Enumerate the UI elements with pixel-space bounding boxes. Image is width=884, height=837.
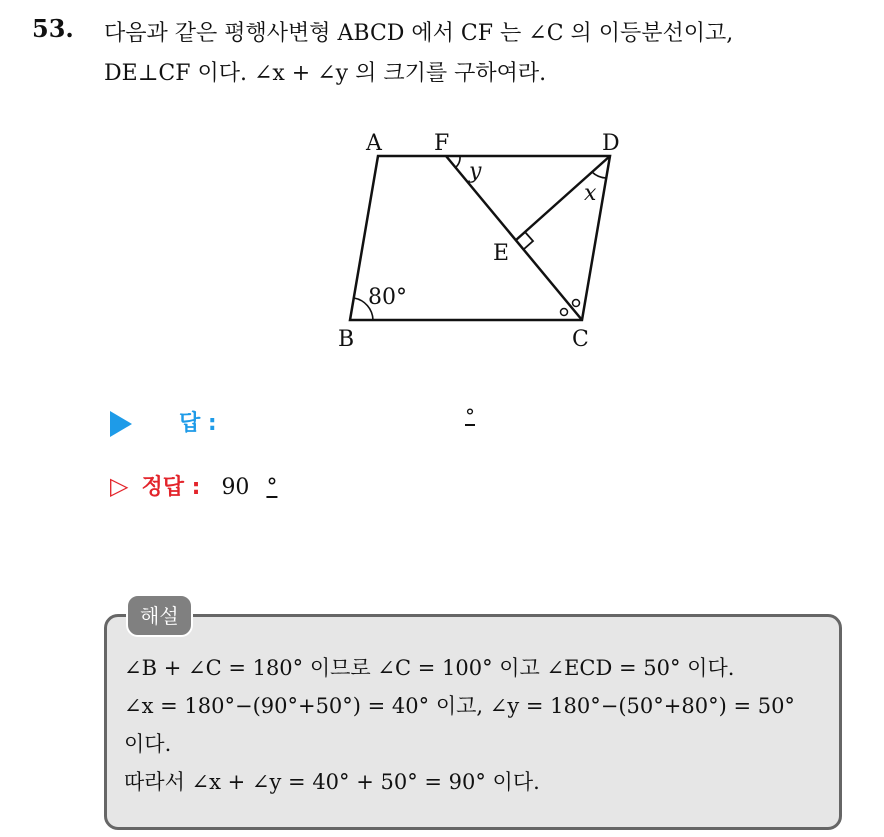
solution-line-3: 이다. [124, 732, 172, 756]
label-y: y [469, 159, 482, 184]
parallelogram-figure [320, 120, 640, 360]
angle-x-arc [592, 172, 606, 178]
correct-answer-row [110, 470, 277, 501]
label-c: C [572, 327, 589, 352]
segment-cf [446, 156, 582, 320]
question-line-2: DE⊥CF 이다. ∠x + ∠y 의 크기를 구하여라. [104, 61, 547, 86]
answer-blank[interactable] [455, 404, 475, 428]
solution-box [104, 614, 842, 830]
label-b: B [338, 327, 355, 352]
solution-line-4: 따라서 ∠x + ∠y = 40° + 50° = 90° 이다. [124, 770, 540, 794]
solution-tag: 해설 [126, 594, 193, 637]
solution-line-2: ∠x = 180°−(90°+50°) = 40° 이고, ∠y = 180°−(50°+80°) = 50° [124, 694, 795, 718]
question-line-1: 다음과 같은 평행사변형 ABCD 에서 CF 는 ∠C 의 이등분선이고, [104, 21, 734, 46]
solution-line-1: ∠B + ∠C = 180° 이므로 ∠C = 100° 이고 ∠ECD = 50° 이다. [124, 656, 735, 680]
label-d: D [602, 131, 620, 156]
label-e: E [493, 241, 510, 266]
play-icon [110, 411, 132, 437]
angle-c-mark-1 [561, 309, 568, 316]
answer-degree-unit: ° [465, 404, 475, 428]
label-a: A [366, 131, 382, 156]
right-angle-mark [524, 232, 533, 249]
label-f: F [434, 131, 450, 156]
correct-answer-unit: ° [266, 475, 278, 500]
answer-row [110, 406, 217, 437]
question-number: 53. [32, 14, 74, 43]
outline-triangle-icon: ▷ [110, 472, 129, 500]
correct-answer-value: 90 [221, 475, 250, 500]
correct-answer-label: 정답 : [141, 475, 201, 500]
label-angle-b: 80° [368, 285, 407, 310]
answer-label: 답 : [179, 411, 217, 436]
label-x: x [584, 181, 597, 206]
angle-c-mark-2 [573, 300, 580, 307]
